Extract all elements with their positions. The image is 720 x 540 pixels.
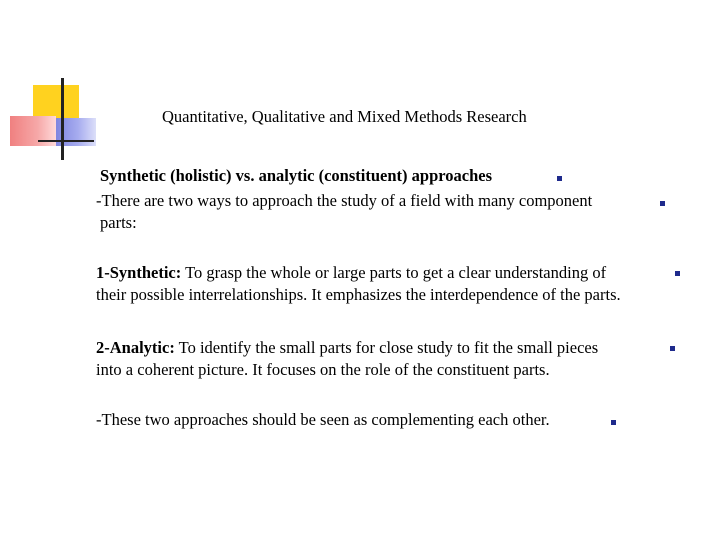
section-heading-text: Synthetic (holistic) vs. analytic (constituent) approaches (100, 166, 493, 185)
bullet-conclusion-icon (611, 420, 616, 425)
synthetic-line-1 (96, 262, 606, 284)
conclusion-line: -These two approaches should be seen as complementing each other. (96, 410, 550, 429)
synthetic-label: 1-Synthetic: (96, 263, 182, 282)
intro-line-2: parts: (100, 213, 137, 232)
slide-title: Quantitative, Qualitative and Mixed Methods Research (162, 107, 527, 126)
logo-vertical-line (61, 78, 64, 160)
section-heading (100, 165, 492, 187)
logo-horizontal-line (38, 140, 94, 142)
bullet-heading-icon (557, 176, 562, 181)
synthetic-text-1: To grasp the whole or large parts to get a clear understanding of (181, 263, 607, 282)
analytic-label: 2-Analytic: (96, 338, 175, 357)
bullet-synthetic-icon (675, 271, 680, 276)
analytic-text-1: To identify the small parts for close study to fit the small pieces (174, 338, 599, 357)
corner-logo (0, 0, 110, 170)
bullet-analytic-icon (670, 346, 675, 351)
intro-line-1: -There are two ways to approach the study of a field with many component (96, 191, 593, 210)
bullet-intro-icon (660, 201, 665, 206)
analytic-line-2: into a coherent picture. It focuses on the role of the constituent parts. (96, 360, 550, 379)
analytic-line-1 (96, 337, 598, 359)
synthetic-line-2: their possible interrelationships. It emphasizes the interdependence of the parts. (96, 285, 621, 304)
